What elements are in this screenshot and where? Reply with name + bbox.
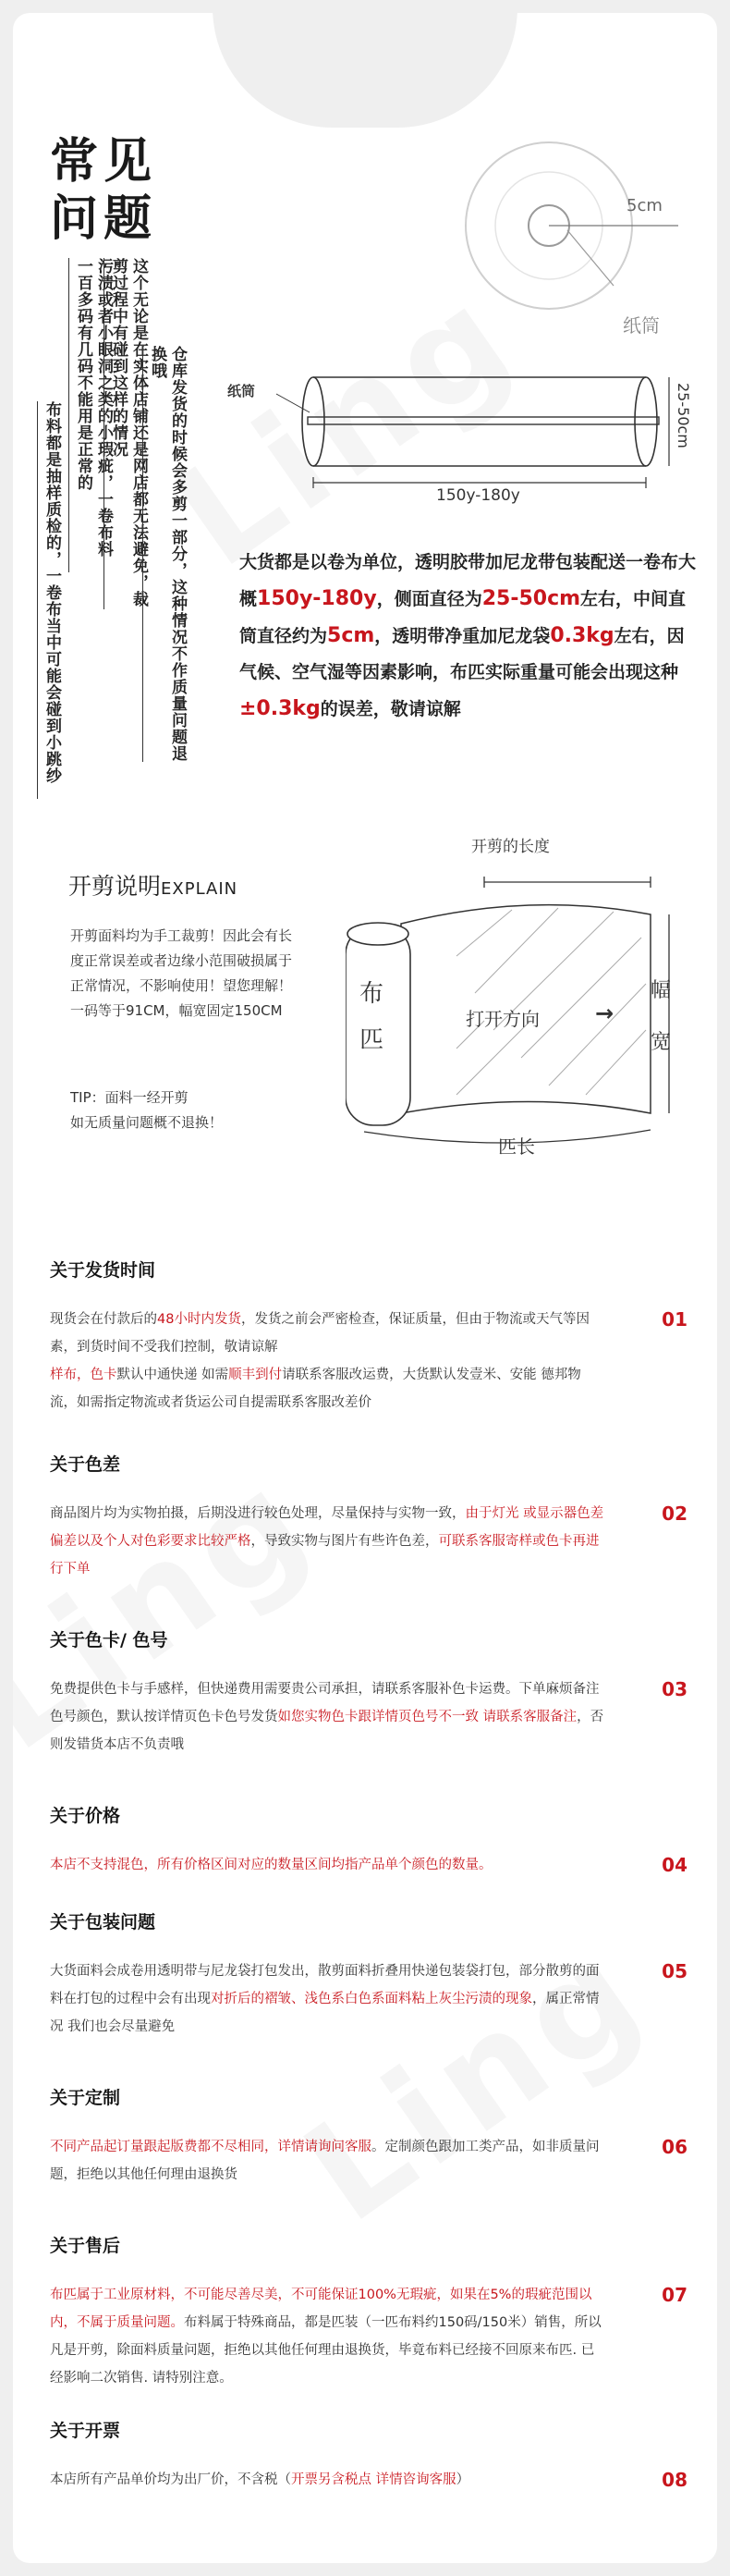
section-custom <box>50 2084 687 2189</box>
faq-column-4: 仓库发货的时候会多剪一部分，这种情况不作质量问题退换哦 <box>142 346 188 762</box>
section-body: 本店不支持混色，所有价格区间对应的数量区间均指产品单个颜色的数量。 <box>50 1858 493 1872</box>
section-price <box>50 1802 687 1879</box>
content-card <box>13 13 717 2563</box>
roll-description: 大货都是以卷为单位，透明胶带加尼龙带包装配送一卷布大概150y-180y，侧面直径为25-50cm左右，中间直筒直径约为5cm，透明带净重加尼龙袋0.3kg左右，因气候、空气湿等因素影响，布匹实际重量可能会出现这种±0.3kg的误差，敬请谅解 <box>239 552 697 720</box>
section-title: 关于售后 <box>50 2236 121 2256</box>
section-title: 关于色差 <box>50 1454 121 1475</box>
section-color-card <box>50 1626 687 1759</box>
section-number: 02 <box>662 1503 687 1525</box>
tube-label: 纸筒 <box>623 314 660 337</box>
cut-title: 开剪说明EXPLAIN <box>68 873 238 900</box>
arrow-right-icon: → <box>595 1000 614 1026</box>
section-number: 04 <box>662 1854 687 1876</box>
cut-description: 开剪面料均为手工裁剪！因此会有长度正常误差或者边缘小范围破损属于正常情况，不影响使用！望您理解！一码等于91CM，幅宽固定150CM <box>70 927 293 1019</box>
section-shipping <box>50 1257 687 1417</box>
section-invoice <box>50 2417 687 2494</box>
width-label-2: 宽 <box>651 1031 672 1054</box>
section-title: 关于包装问题 <box>50 1912 156 1932</box>
cut-diagram <box>346 836 697 1169</box>
section-packaging <box>50 1908 687 2041</box>
section-number: 05 <box>662 1960 687 1982</box>
cloth-label-1: 布 <box>359 980 384 1008</box>
section-number: 01 <box>662 1308 687 1331</box>
cut-length-label: 开剪的长度 <box>471 838 550 856</box>
section-after-sales <box>50 2232 687 2392</box>
faq-column-2: 布料都是抽样质检的，一卷布当中可能会碰到小跳纱 <box>37 401 62 799</box>
cloth-label-2: 匹 <box>359 1026 384 1054</box>
cut-tip: TIP：面料一经开剪 如无质量问题概不退换！ <box>70 1089 224 1131</box>
top-notch <box>213 13 517 128</box>
section-title: 关于开票 <box>50 2421 121 2441</box>
section-body: 商品图片均为实物拍摄，后期没进行较色处理，尽量保持与实物一致，由于灯光 或显示器色差偏差以及个人对色彩要求比较严格，导致实物与图片有些许色差，可联系客服寄样或色卡再进行下单 <box>50 1506 604 1576</box>
section-number: 08 <box>662 2469 687 2491</box>
diameter-label: 25-50cm <box>675 383 692 448</box>
section-body: 大货面料会成卷用透明带与尼龙袋打包发出，散剪面料折叠用快递包装袋打包，部分散剪的面料在打包的过程中会有出现对折后的褶皱、浅色系白色系面料粘上灰尘污渍的现象，属正常情况 我们也会尽量避免 <box>50 1964 600 2034</box>
open-direction-label: 打开方向 <box>466 1008 540 1030</box>
side-tube-label: 纸筒 <box>227 383 256 399</box>
section-body: 布匹属于工业原材料，不可能尽善尽美，不可能保证100%无瑕疵，如果在5%的瑕疵范围以内，不属于质量问题。布料属于特殊商品，都是匹装（一匹布料约150码/150米）销售，所以凡是开剪，除面料质量问题，拒绝以其他任何理由退换货，毕竟布料已经接不回原来布匹. 已经影响二次销售. 请特别注意。 <box>50 2288 602 2386</box>
section-color-diff <box>50 1451 687 1583</box>
section-title: 关于价格 <box>50 1806 121 1826</box>
core-size-label: 5cm <box>627 196 663 215</box>
section-body: 不同产品起订量跟起版费都不尽相同，详情请询问客服。定制颜色跟加工类产品，如非质量问题，拒绝以其他任何理由退换货 <box>50 2140 600 2182</box>
section-title: 关于定制 <box>50 2088 121 2108</box>
section-number: 06 <box>662 2136 687 2158</box>
section-number: 03 <box>662 1678 687 1700</box>
faq-title: 常见 问题 <box>50 134 158 247</box>
length-label: 150y-180y <box>436 486 520 505</box>
section-body: 免费提供色卡与手感样，但快递费用需要贵公司承担，请联系客服补色卡运费。下单麻烦备注色号颜色，默认按详情页色卡色号发货如您实物色卡跟详情页色号不一致 请联系客服备注，否则发错货本店不负责哦 <box>50 1682 604 1752</box>
section-number: 07 <box>662 2284 687 2306</box>
section-title: 关于发货时间 <box>50 1260 156 1281</box>
bolt-length-label: 匹长 <box>498 1135 535 1158</box>
width-label-1: 幅 <box>651 979 672 1002</box>
faq-column-3: 这个无论是在实体店铺还是网店都无法避免，裁剪过程中有碰到这样的情况 <box>103 258 149 609</box>
section-title: 关于色卡/ 色号 <box>50 1630 168 1650</box>
section-body: 现货会在付款后的48小时内发货，发货之前会严密检查，保证质量，但由于物流或天气等因素，到货时间不受我们控制，敬请谅解 样布，色卡默认中通快递 如需顺丰到付请联系客服改运费，大货默认发壹米、安能 德邦物流，如需指定物流或者货运公司自提需联系客服改差价 <box>50 1312 590 1410</box>
faq-column-1: 污渍或者小眼洞之类的小瑕疵，一卷布料一百多码有几码不能用是正常的 <box>68 258 114 572</box>
section-body: 本店所有产品单价均为出厂价，不含税（开票另含税点 详情咨询客服） <box>50 2472 470 2487</box>
